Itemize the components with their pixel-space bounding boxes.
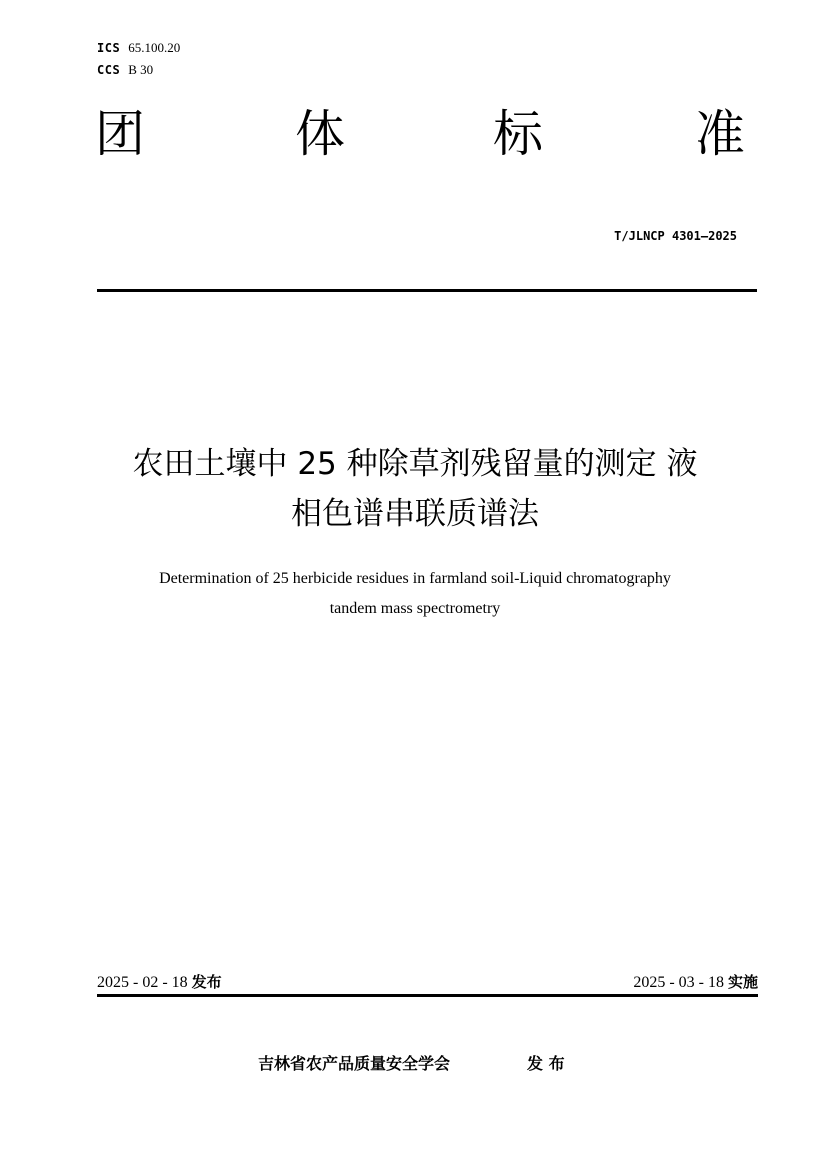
- category-char-1: 团: [95, 105, 145, 163]
- publisher-action: 发 布: [527, 1054, 565, 1073]
- header-divider: [97, 289, 757, 292]
- title-cn-line-2: 相色谱串联质谱法: [291, 496, 539, 532]
- category-char-4: 准: [695, 105, 745, 163]
- category-char-3: 标: [493, 105, 543, 163]
- category-char-2: 体: [295, 105, 345, 163]
- title-cn-line-1: 农田土壤中 25 种除草剂残留量的测定 液: [132, 446, 698, 482]
- implement-date: [633, 971, 758, 994]
- ics-label: ICS: [97, 41, 121, 55]
- title-en-line-2: tandem mass spectrometry: [329, 600, 501, 617]
- standard-number: T/JLNCP 4301—2025: [614, 229, 737, 243]
- implement-date-value: 2025 - 03 - 18: [633, 974, 724, 991]
- publisher-name: 吉林省农产品质量安全学会: [258, 1054, 451, 1073]
- publish-date-value: 2025 - 02 - 18: [97, 974, 188, 991]
- ccs-value: B 30: [128, 62, 154, 77]
- ics-code: [97, 41, 180, 55]
- publish-date-label: 发布: [191, 973, 222, 991]
- ics-value: 65.100.20: [128, 40, 181, 55]
- ccs-label: CCS: [97, 63, 121, 77]
- implement-date-label: 实施: [727, 973, 758, 991]
- ccs-code: [97, 63, 153, 77]
- title-en-line-1: Determination of 25 herbicide residues in farmland soil-Liquid chromatography: [159, 570, 671, 587]
- publish-date: [97, 971, 222, 994]
- footer-divider: [97, 994, 758, 997]
